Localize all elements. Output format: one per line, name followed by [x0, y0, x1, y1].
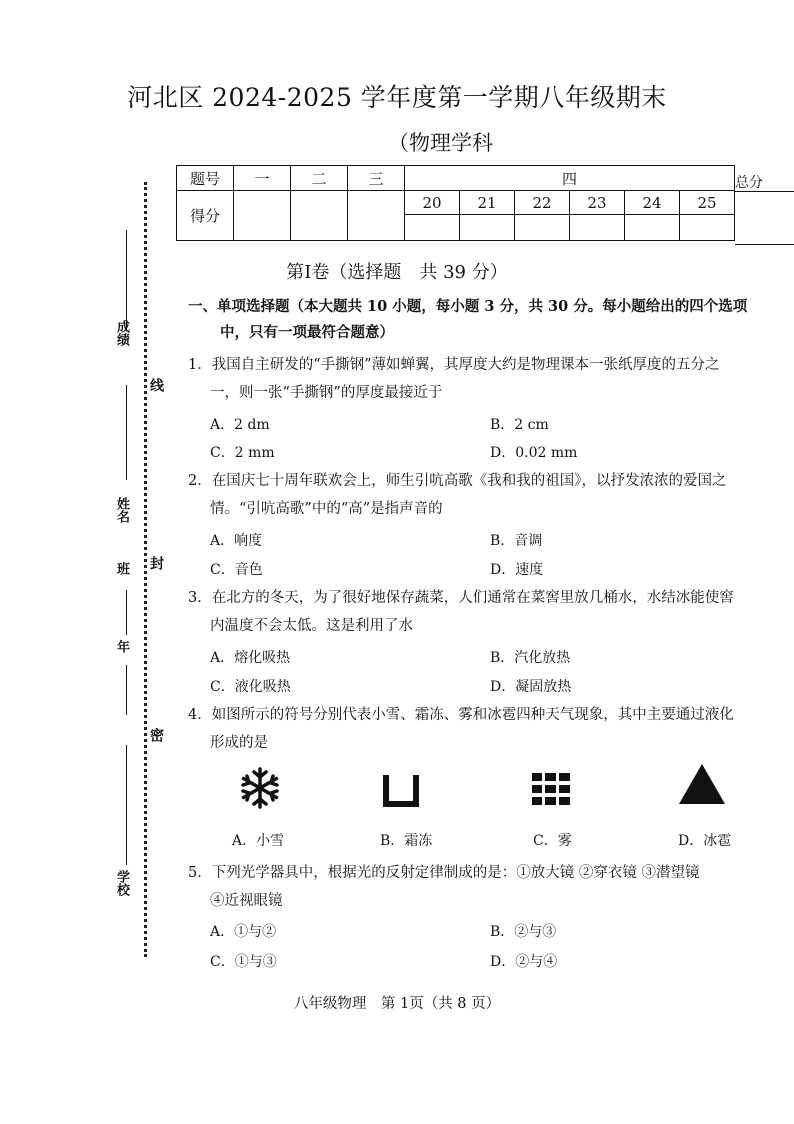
q1-option-a: A．2 dm	[210, 417, 270, 433]
q1-option-c: C．2 mm	[210, 445, 275, 461]
q4-stem-line2: 形成的是	[210, 735, 268, 751]
q2-stem-line1: 2．在国庆七十周年联欢会上，师生引吭高歌《我和我的祖国》，以抒发浓浓的爱国之	[188, 473, 727, 489]
school-label: 学校	[114, 870, 129, 896]
q1-option-b: B．2 cm	[490, 417, 549, 433]
sub-no-25: 25	[680, 191, 735, 215]
name-blank-line	[126, 385, 127, 480]
q5-option-b: B．②与③	[490, 924, 557, 940]
frost-icon	[383, 773, 419, 807]
page-footer: 八年级物理 第 1页（共 8 页）	[293, 996, 501, 1012]
grade-blank-line	[126, 665, 127, 715]
q4-option-a: A．小雪	[232, 833, 285, 849]
q1-stem-line1: 1．我国自主研发的“手撕钢”薄如蝉翼，其厚度大约是物理课本一张纸厚度的五分之	[188, 357, 720, 373]
q2-option-b: B．音调	[490, 533, 543, 549]
class-label: 班	[114, 562, 129, 575]
fog-icon	[532, 773, 570, 805]
q5-option-c: C．①与③	[210, 954, 277, 970]
q2-option-d: D．速度	[490, 562, 544, 578]
seal2-char: 密	[148, 728, 164, 742]
sub-no-20: 20	[405, 191, 460, 215]
seal-char: 封	[148, 556, 164, 570]
q2-option-a: A．响度	[210, 533, 263, 549]
q5-option-a: A．①与②	[210, 924, 277, 940]
q3-option-b: B．汽化放热	[490, 650, 571, 666]
part1-instruction-line1: 一、单项选择题（本大题共 10 小题，每小题 3 分，共 30 分。每小题给出的四个选项	[188, 298, 748, 315]
q4-stem-line1: 4．如图所示的符号分别代表小雪、霜冻、雾和冰雹四种天气现象，其中主要通过液化	[188, 707, 734, 723]
seal-line-char: 线	[148, 378, 164, 392]
total-score-box	[735, 191, 794, 245]
score-cell-3	[348, 191, 405, 241]
class-blank-line	[126, 590, 127, 635]
q4-option-c: C．雾	[533, 833, 572, 849]
sub-no-22: 22	[515, 191, 570, 215]
sub-no-23: 23	[570, 191, 625, 215]
sub-score-25	[680, 215, 735, 241]
total-score-label: 总分	[735, 175, 763, 191]
q3-stem-line1: 3．在北方的冬天，为了很好地保存蔬菜，人们通常在菜窖里放几桶水，水结冰能使窖	[188, 590, 734, 606]
score-table	[176, 165, 735, 241]
exam-title: 河北区 2024-2025 学年度第一学期八年级期末	[127, 83, 667, 112]
part1-instruction-line2: 中，只有一项最符合题意）	[220, 324, 394, 341]
q1-option-d: D．0.02 mm	[490, 445, 578, 461]
q1-stem-line2: 一，则一张“手撕钢”的厚度最接近于	[210, 385, 443, 401]
q2-stem-line2: 情。“引吭高歌”中的“高”是指声音的	[210, 501, 443, 517]
section-title: 第Ⅰ卷（选择题 共 39 分）	[286, 262, 508, 283]
sub-score-21	[460, 215, 515, 241]
q3-option-d: D．凝固放热	[490, 679, 572, 695]
sub-score-20	[405, 215, 460, 241]
q5-stem-line1: 5．下列光学器具中，根据光的反射定律制成的是：①放大镜 ②穿衣镜 ③潜望镜	[188, 865, 700, 881]
sub-score-23	[570, 215, 625, 241]
score-row-label: 得分	[177, 191, 234, 241]
q3-option-a: A．熔化吸热	[210, 650, 291, 666]
th-part1: 一	[234, 166, 291, 191]
q2-option-c: C．音色	[210, 562, 263, 578]
th-part4: 四	[405, 166, 735, 191]
score-label: 成绩	[114, 320, 129, 346]
score-cell-2	[291, 191, 348, 241]
sub-score-24	[625, 215, 680, 241]
exam-subtitle: （物理学科	[388, 131, 493, 155]
sub-no-21: 21	[460, 191, 515, 215]
q5-option-d: D．②与④	[490, 954, 558, 970]
hail-icon	[679, 764, 725, 804]
name-label: 姓名	[114, 497, 129, 523]
q3-option-c: C．液化吸热	[210, 679, 291, 695]
score-cell-1	[234, 191, 291, 241]
q4-option-d: D．冰雹	[678, 833, 732, 849]
sub-score-22	[515, 215, 570, 241]
th-part3: 三	[348, 166, 405, 191]
q4-option-b: B．霜冻	[380, 833, 433, 849]
th-question-no: 题号	[177, 166, 234, 191]
q5-stem-line2: ④近视眼镜	[210, 893, 283, 909]
th-part2: 二	[291, 166, 348, 191]
grade-label: 年	[114, 640, 129, 653]
q3-stem-line2: 内温度不会太低。这是利用了水	[210, 618, 413, 634]
school-blank-line	[126, 745, 127, 865]
sub-no-24: 24	[625, 191, 680, 215]
snowflake-icon	[239, 767, 281, 809]
